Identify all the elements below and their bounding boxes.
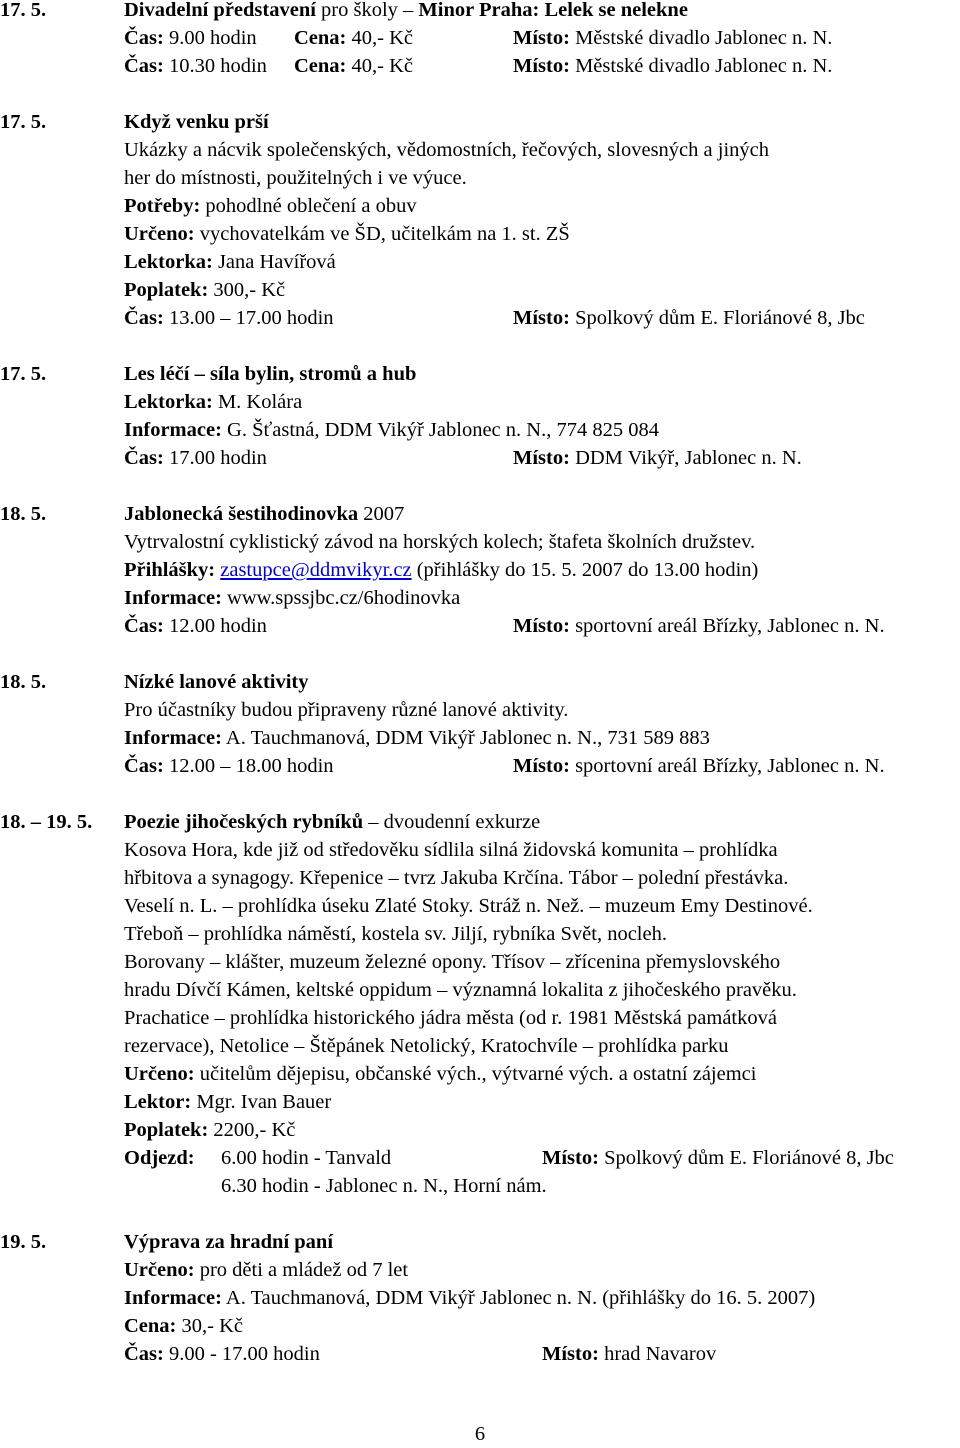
event-title: Jablonecká šestihodinovka <box>124 503 359 525</box>
event-date: 17. 5. <box>0 363 47 385</box>
event-title: Poezie jihočeských rybníků <box>124 811 364 833</box>
event-les-leci: 17. 5. Les léčí – síla bylin, stromů a hub Lektorka: M. Kolára Informace: G. Šťastná, DDM Vikýř Jablonec n. N., 774 825 084 Čas: 17.00 hodin Místo: DDM Vikýř, Jablonec n. N. <box>0 360 960 472</box>
event-date: 18. 5. <box>0 671 47 693</box>
event-lanove-aktivity: 18. 5. Nízké lanové aktivity Pro účastníky budou připraveny různé lanové aktivity. Informace: A. Tauchmanová, DDM Vikýř Jablonec n. N., 731 589 883 Čas: 12.00 – 18.00 hodin Místo: sportovní areál Břízky, Jablonec n. N. <box>0 668 960 780</box>
event-title: Les léčí – síla bylin, stromů a hub <box>124 363 417 385</box>
event-date: 18. 5. <box>0 503 47 525</box>
event-theatre: 17. 5. Divadelní představení pro školy – Minor Praha: Lelek se nelekne Čas: 9.00 hodin Cena: 40,- Kč Místo: Městské divadlo Jablonec n. N. Čas: 10.30 hodin Cena: 40,- Kč Místo: Městské divadlo Jablonec n. N. <box>0 0 960 80</box>
event-sestihodinovka: 18. 5. Jablonecká šestihodinovka 2007 Vytrvalostní cyklistický závod na horských kolech; štafeta školních družstev. Přihlášky: zastupce@ddmvikyr.cz (přihlášky do 15. 5. 2007 do 13.00 hodin) Informace: www.spssjbc.cz/6hodinovka Čas: 12.00 hodin Místo: sportovní areál Břízky, Jablonec n. N. <box>0 500 960 640</box>
event-date: 17. 5. <box>0 111 47 133</box>
event-date: 18. – 19. 5. <box>0 811 93 833</box>
event-title: Když venku prší <box>124 111 269 133</box>
event-vyprava: 19. 5. Výprava za hradní paní Určeno: pro děti a mládež od 7 let Informace: A. Tauchmanová, DDM Vikýř Jablonec n. N. (přihlášky do 16. 5. 2007) Cena: 30,- Kč Čas: 9.00 - 17.00 hodin Místo: hrad Navarov <box>0 1228 960 1368</box>
event-date: 19. 5. <box>0 1231 47 1253</box>
event-kdyz-venku-prsi: 17. 5. Když venku prší Ukázky a nácvik společenských, vědomostních, řečových, slovesných a jiných her do místnosti, použitelných i ve výuce. Potřeby: pohodlné oblečení a obuv Určeno: vychovatelkám ve ŠD, učitelkám na 1. st. ZŠ Lektorka: Jana Havířová Poplatek: 300,- Kč Čas: 13.00 – 17.00 hodin Místo: Spolkový dům E. Floriánové 8, Jbc <box>0 108 960 332</box>
event-title: Výprava za hradní paní <box>124 1231 334 1253</box>
email-link[interactable]: zastupce@ddmvikyr.cz <box>220 559 412 581</box>
event-title: Nízké lanové aktivity <box>124 671 309 693</box>
event-title: Divadelní představení <box>124 0 316 21</box>
event-poezie-rybniku: 18. – 19. 5. Poezie jihočeských rybníků – dvoudenní exkurze Kosova Hora, kde již od středověku sídlila silná židovská komunita – prohlídka hřbitova a synagogy. Křepenice – tvrz Jakuba Krčína. Tábor – polední přestávka. Veselí n. L. – prohlídka úseku Zlaté Stoky. Stráž n. Než. – muzeum Emy Destinové. Třeboň – prohlídka náměstí, kostela sv. Jiljí, rybníka Svět, nocleh. Borovany – klášter, muzeum železné opony. Třísov – zřícenina přemyslovského hradu Dívčí Kámen, keltské oppidum – významná lokalita z jihočeského pravěku. Prachatice – prohlídka historického jádra města (od r. 1981 Městská památková rezervace), Netolice – Štěpánek Netolický, Kratochvíle – prohlídka parku Určeno: učitelům dějepisu, občanské vých., výtvarné vých. a ostatní zájemci Lektor: Mgr. Ivan Bauer Poplatek: 2200,- Kč Odjezd: 6.00 hodin - Tanvald Místo: Spolkový dům E. Floriánové 8, Jbc 6.30 hodin - Jablonec n. N., Horní nám. <box>0 808 960 1200</box>
page-number: 6 <box>474 1423 486 1445</box>
event-date: 17. 5. <box>0 0 47 21</box>
